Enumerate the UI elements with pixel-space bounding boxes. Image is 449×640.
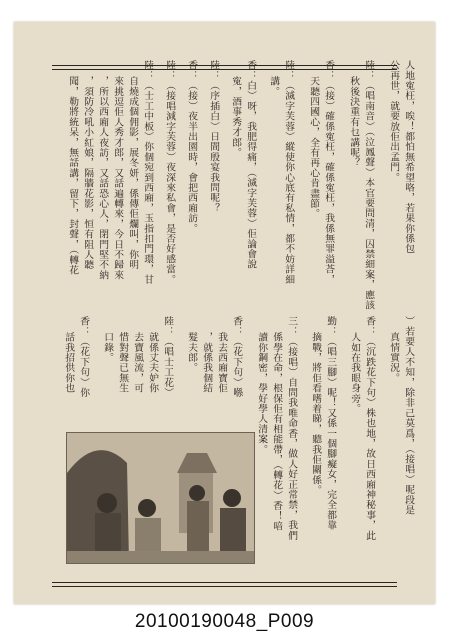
text-column: 人地寃枉，唉！都怕無希望咯，若果你係包: [403, 60, 415, 254]
text-column: 摘戰，將佢看嗜着睇，聽我佢關係。: [310, 332, 322, 496]
text-column: 讀你鋼密，學好學人清案。: [256, 332, 268, 455]
photograph: [66, 432, 255, 564]
text-column: 天聽四國心，全有再心肯盡節。: [308, 76, 320, 219]
text-column: 口錄。: [102, 332, 114, 363]
top-border-rule: [52, 65, 397, 70]
text-column: 陸：（唱南音）（泣鳳聲）本官要問清，囚禁細案，應該: [363, 60, 375, 311]
text-column: 勤：（唱三腳）呢！又係一個腳癡女，完全都靠: [325, 316, 337, 531]
archive-id-caption: 20100190048_P009: [134, 611, 315, 632]
text-column: 陸：（唱士工花）: [162, 316, 174, 398]
text-column: 陸：（士工中板）你個宛到西廂，玉指扣門環，甘: [142, 60, 154, 285]
text-column: 三：（接唱）自問我唯命香，做人好正常禁，我們: [286, 316, 298, 541]
text-column: 香：（接）確係寃枉，確係寃枉，我係無罪溢荅，: [323, 60, 335, 285]
text-column: 係學在命，根保佢有相能帶，（轉花）香！喑: [271, 332, 283, 532]
text-column: 陸：（接唱減字芙蓉）夜深來私會，是否好感當。: [164, 60, 176, 285]
text-column: 話我招供你也: [63, 332, 75, 394]
bottom-border-rule: [52, 582, 397, 587]
text-column: 來挑逗佢人秀才郎，又話遍轉來，今日不歸來: [112, 76, 124, 280]
text-column: ，所以西廂人夜訪，又話恐心人，閉門堅不納: [97, 76, 109, 280]
text-column: 自燒成個佣影，展冬妍，係傳佢爛叫，你明: [127, 76, 139, 270]
text-column: 陸：（滅字芙蓉）縱使你心底有私情，都不妨詳細: [283, 60, 295, 285]
text-column: 惜對聲已無生: [117, 332, 129, 394]
text-column: 秋後決重有乜講呢？: [348, 76, 360, 168]
text-column: 香：（花下句）喺: [231, 316, 243, 398]
text-column: 香：（花下句）你: [78, 316, 90, 398]
text-column: 我去西廂寶佢: [216, 332, 228, 394]
text-column: 髮夫郎。: [186, 332, 198, 373]
text-column: 陸：（序插白）日間殷宴我問呢？: [208, 60, 220, 213]
text-column: 就係丈夫妒你: [147, 332, 159, 394]
text-column: 聞，勒將統呆，無話講，留下，封聲，（轉花: [67, 76, 79, 276]
text-column: 香：白）呀，我肥得痛，（滅字芙蓉）佢論會說: [245, 60, 257, 270]
text-column: ，就係我個結: [201, 332, 213, 394]
text-column: ）若要人不知，除非己莫爲，（接唱）呢段是: [403, 316, 415, 516]
text-column: 公再世，就要放佢出孟門。: [388, 60, 400, 183]
text-column: 香：（沉跌花下句）株也地，故日西廂神秘事，此: [364, 316, 376, 541]
text-column: 寃，酒事秀才郎。: [230, 76, 242, 158]
text-column: 真情實況。: [388, 332, 400, 383]
text-column: 去寶風流，可: [132, 332, 144, 394]
text-column: 香：（接）夜半出園時，會把西廂訪。: [186, 60, 198, 234]
text-column: ，須防冷吼小紅娘，隔牆花影，恒有阻人聽: [82, 76, 94, 270]
text-column: 人如在我眼身旁。: [349, 332, 361, 414]
text-column: 講。: [268, 76, 280, 97]
